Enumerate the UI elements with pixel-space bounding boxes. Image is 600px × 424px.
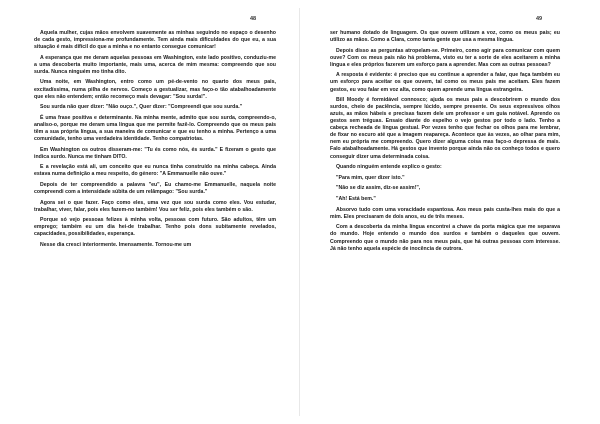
paragraph: E a revelação está ali, um conceito que eu nunca tinha construído na minha cabeça. Ainda estava numa definição a meu respeito, do género: "A Emmanuelle não ouve." [34, 164, 276, 178]
paragraph: Em Washington os outros disseram-me: "Tu és como nós, és surda." E fizeram o gesto que indica surdo. Nunca me tinham DITO. [34, 146, 276, 160]
paragraph: Aquela mulher, cujas mãos envolvem suavemente as minhas seguindo no espaço o desenho de cada gesto, impressiona-me profundamente. Tem ainda mais dificuldades do que eu, a sua situação é mais difícil do que a minha e no entanto consegue comunicar! [34, 30, 276, 51]
paragraph: É uma frase positiva e determinante. Na minha mente, admito que sou surda, compreendo-o, analiso-o, porque me deram uma língua que me permite fazê-lo. Compreendo que os meus pais têm a sua própria língua, a sua maneira de comunicar e que eu tenho a minha. Pertenço a uma comunidade, tenho uma verdadeira identidade. Tenho compatriotas. [34, 114, 276, 142]
right-page [300, 0, 600, 424]
paragraph: Com a descoberta da minha língua encontrei a chave da porta mágica que me separava do mundo. Hoje entendo o mundo dos surdos e também o daqueles que ouvem. Compreendo que o mundo não para nos meus pais, que há outras pessoas com interesse. Já não tenho aquela espécie de inocência de outrora. [330, 224, 560, 252]
page-number: 49 [536, 16, 543, 22]
paragraph: Depois de ter compreendido a palavra "eu", Eu chamo-me Emmanuelle, naquela noite compreendi com a intensidade súbita de um relâmpago: "Sou surda." [34, 182, 276, 196]
paragraph: Absorvo tudo com uma voracidade espantosa. Aos meus pais custa-lhes mais do que a mim. Eles precisaram de dois anos, eu de três meses. [330, 206, 560, 220]
dialogue-line: "Para mim, quer dizer isto." [336, 174, 405, 181]
page-number: 48 [250, 16, 257, 22]
paragraph: Nesse dia cresci interiormente. Imensamente. Tornou-me um [40, 242, 192, 249]
paragraph: Uma noite, em Washington, entro como um pé-de-vento no quarto dos meus pais, excitadíssima, numa pilha de nervos. Começo a gestualizar, mas faço-o tão atabalhoadamente que eles não entendem; então recomeço mais devagar: "Sou surda!". [34, 79, 276, 100]
paragraph: Sou surda não quer dizer: "Não ouço.", Quer dizer: "Compreendi que sou surda." [40, 104, 243, 111]
dialogue-line: "Não se diz assim, diz-se assim!", [336, 185, 421, 192]
paragraph: A resposta é evidente: é preciso que eu continue a aprender a falar, que faça também eu um esforço para aceitar os que ouvem, tal como os meus pais me aceitam. Eles fazem gestos, eu vou falar em voz alta, como quem aprende uma língua estrangeira. [330, 72, 560, 93]
paragraph: Agora sei o que fazer. Faço como eles, uma vez que sou surda como eles. Vou estudar, trabalhar, viver, falar, pois eles fazem-no também! Vou ser feliz, pois eles também o são. [34, 199, 276, 213]
dialogue-line: "Ah! Está bem." [336, 196, 376, 203]
paragraph: Depois disso as perguntas atropelam-se. Primeiro, como agir para comunicar com quem ouve? Com os meus pais não há problema, visto eu ter a sorte de eles aceitarem a minha língua e eles próprios fazerem um esforço para a aprender. Mas com as outras pessoas? [330, 47, 560, 68]
paragraph: Bill Moody é formidável connosco; ajuda os meus pais a descobrirem o mundo dos surdos, cheio de paciência, sempre lúcido, sempre presente. Os seus expressivos olhos azuis, as mãos hábeis e precisas fazem dele um professor e um guia notável. Aprendo os gestos sem tréguas. Ensaio diante do espelho o vejo gestos por todo o lado. Tenho a cabeça recheada de língua gestual. Por vezes tenho que fechar os olhos para me lembrar, de fixar no escuro até que a imagem reapareça. Acontece que às vezes, ao olhar para mim, nem eu própria me compreendo. Quero dizer alguma coisa mas faço-o depressa de mais. Falo atabalhoadamente. Há gestos que invento porque ainda não os conheço todos e quero conseguir dizer uma determinada coisa. [330, 97, 560, 160]
paragraph: Porque só vejo pessoas felizes à minha volta, pessoas com futuro. São adultos, têm um emprego; também eu um dia hei-de trabalhar. Tenho pois dons subitamente revelados, capacidades, possibilidades, esperança. [34, 217, 276, 238]
paragraph: A esperança que me deram aquelas pessoas em Washington, este lado positivo, conduziu-me a uma descoberta muito importante, mais uma, acerca de mim mesma: compreendo que sou surda. Nunca ninguém mo tinha dito. [34, 54, 276, 75]
paragraph: ser humano dotado de linguagem. Os que ouvem utilizam a voz, como os meus pais; eu utilizo as mãos. Como a Clara, como tanta gente que usa a mesma língua. [330, 30, 560, 44]
paragraph: Quando ninguém entende explico o gesto: [336, 164, 442, 171]
